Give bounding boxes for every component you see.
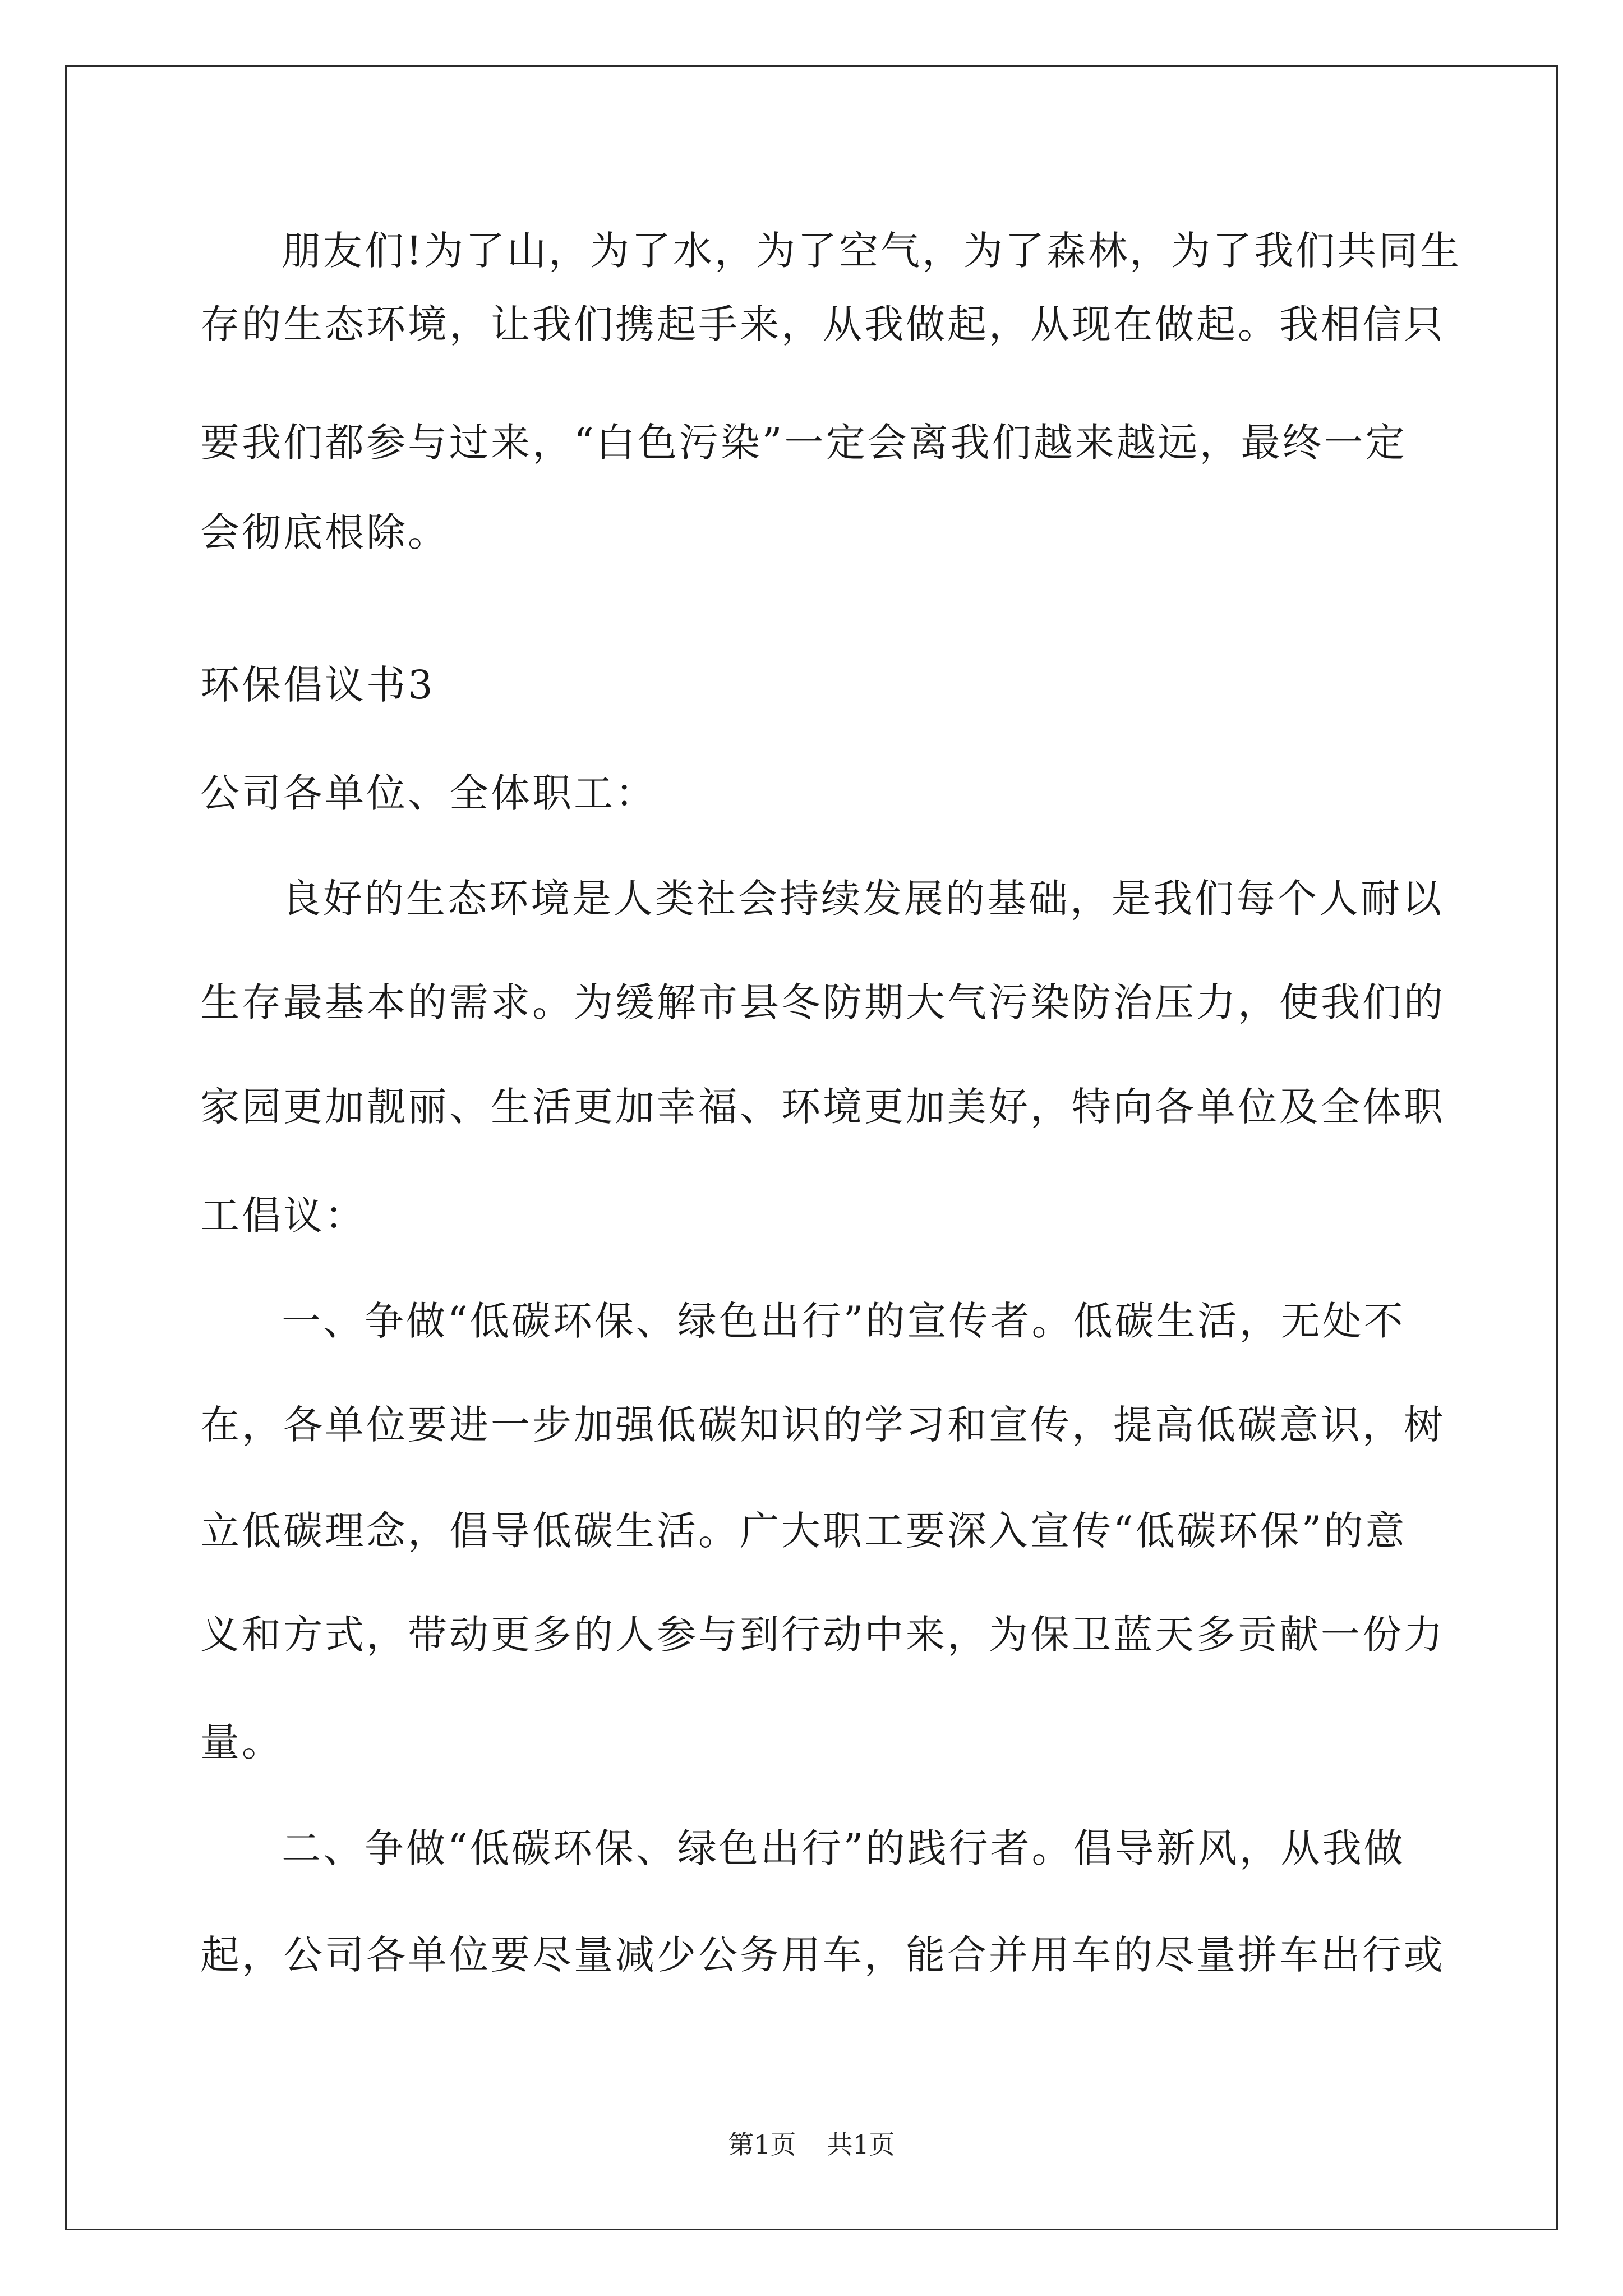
salutation: 公司各单位、全体职工： <box>200 770 657 816</box>
paragraph-line: 会彻底根除。 <box>200 509 449 555</box>
paragraph-line: 立低碳理念，倡导低碳生活。广大职工要深入宣传“低碳环保”的意 <box>200 1508 1407 1554</box>
paragraph-line: 一、争做“低碳环保、绿色出行”的宣传者。低碳生活，无处不 <box>282 1298 1405 1344</box>
paragraph-line: 存的生态环境，让我们携起手来，从我做起，从现在做起。我相信只 <box>200 301 1445 347</box>
section-heading: 环保倡议书3 <box>200 662 435 708</box>
paragraph-line: 在，各单位要进一步加强低碳知识的学习和宣传，提高低碳意识，树 <box>200 1402 1445 1448</box>
paragraph-line: 量。 <box>200 1719 283 1765</box>
paragraph-line: 家园更加靓丽、生活更加幸福、环境更加美好，特向各单位及全体职 <box>200 1084 1445 1130</box>
paragraph-line: 生存最基本的需求。为缓解市县冬防期大气污染防治压力，使我们的 <box>200 979 1445 1025</box>
paragraph-line: 义和方式，带动更多的人参与到行动中来，为保卫蓝天多贡献一份力 <box>200 1612 1445 1658</box>
page-total: 共1页 <box>827 2129 895 2160</box>
page-footer <box>0 2129 1623 2160</box>
paragraph-line: 二、争做“低碳环保、绿色出行”的践行者。倡导新风，从我做 <box>282 1825 1405 1871</box>
paragraph-line: 起，公司各单位要尽量减少公务用车，能合并用车的尽量拼车出行或 <box>200 1932 1445 1978</box>
paragraph-line: 要我们都参与过来，“白色污染”一定会离我们越来越远，最终一定 <box>200 420 1407 466</box>
paragraph-line: 良好的生态环境是人类社会持续发展的基础，是我们每个人耐以 <box>282 876 1444 922</box>
page-number: 第1页 <box>728 2129 796 2160</box>
paragraph-line: 工倡议： <box>200 1193 366 1239</box>
paragraph-line: 朋友们!为了山，为了水，为了空气，为了森林，为了我们共同生 <box>282 228 1462 274</box>
page-border <box>65 65 1558 2230</box>
